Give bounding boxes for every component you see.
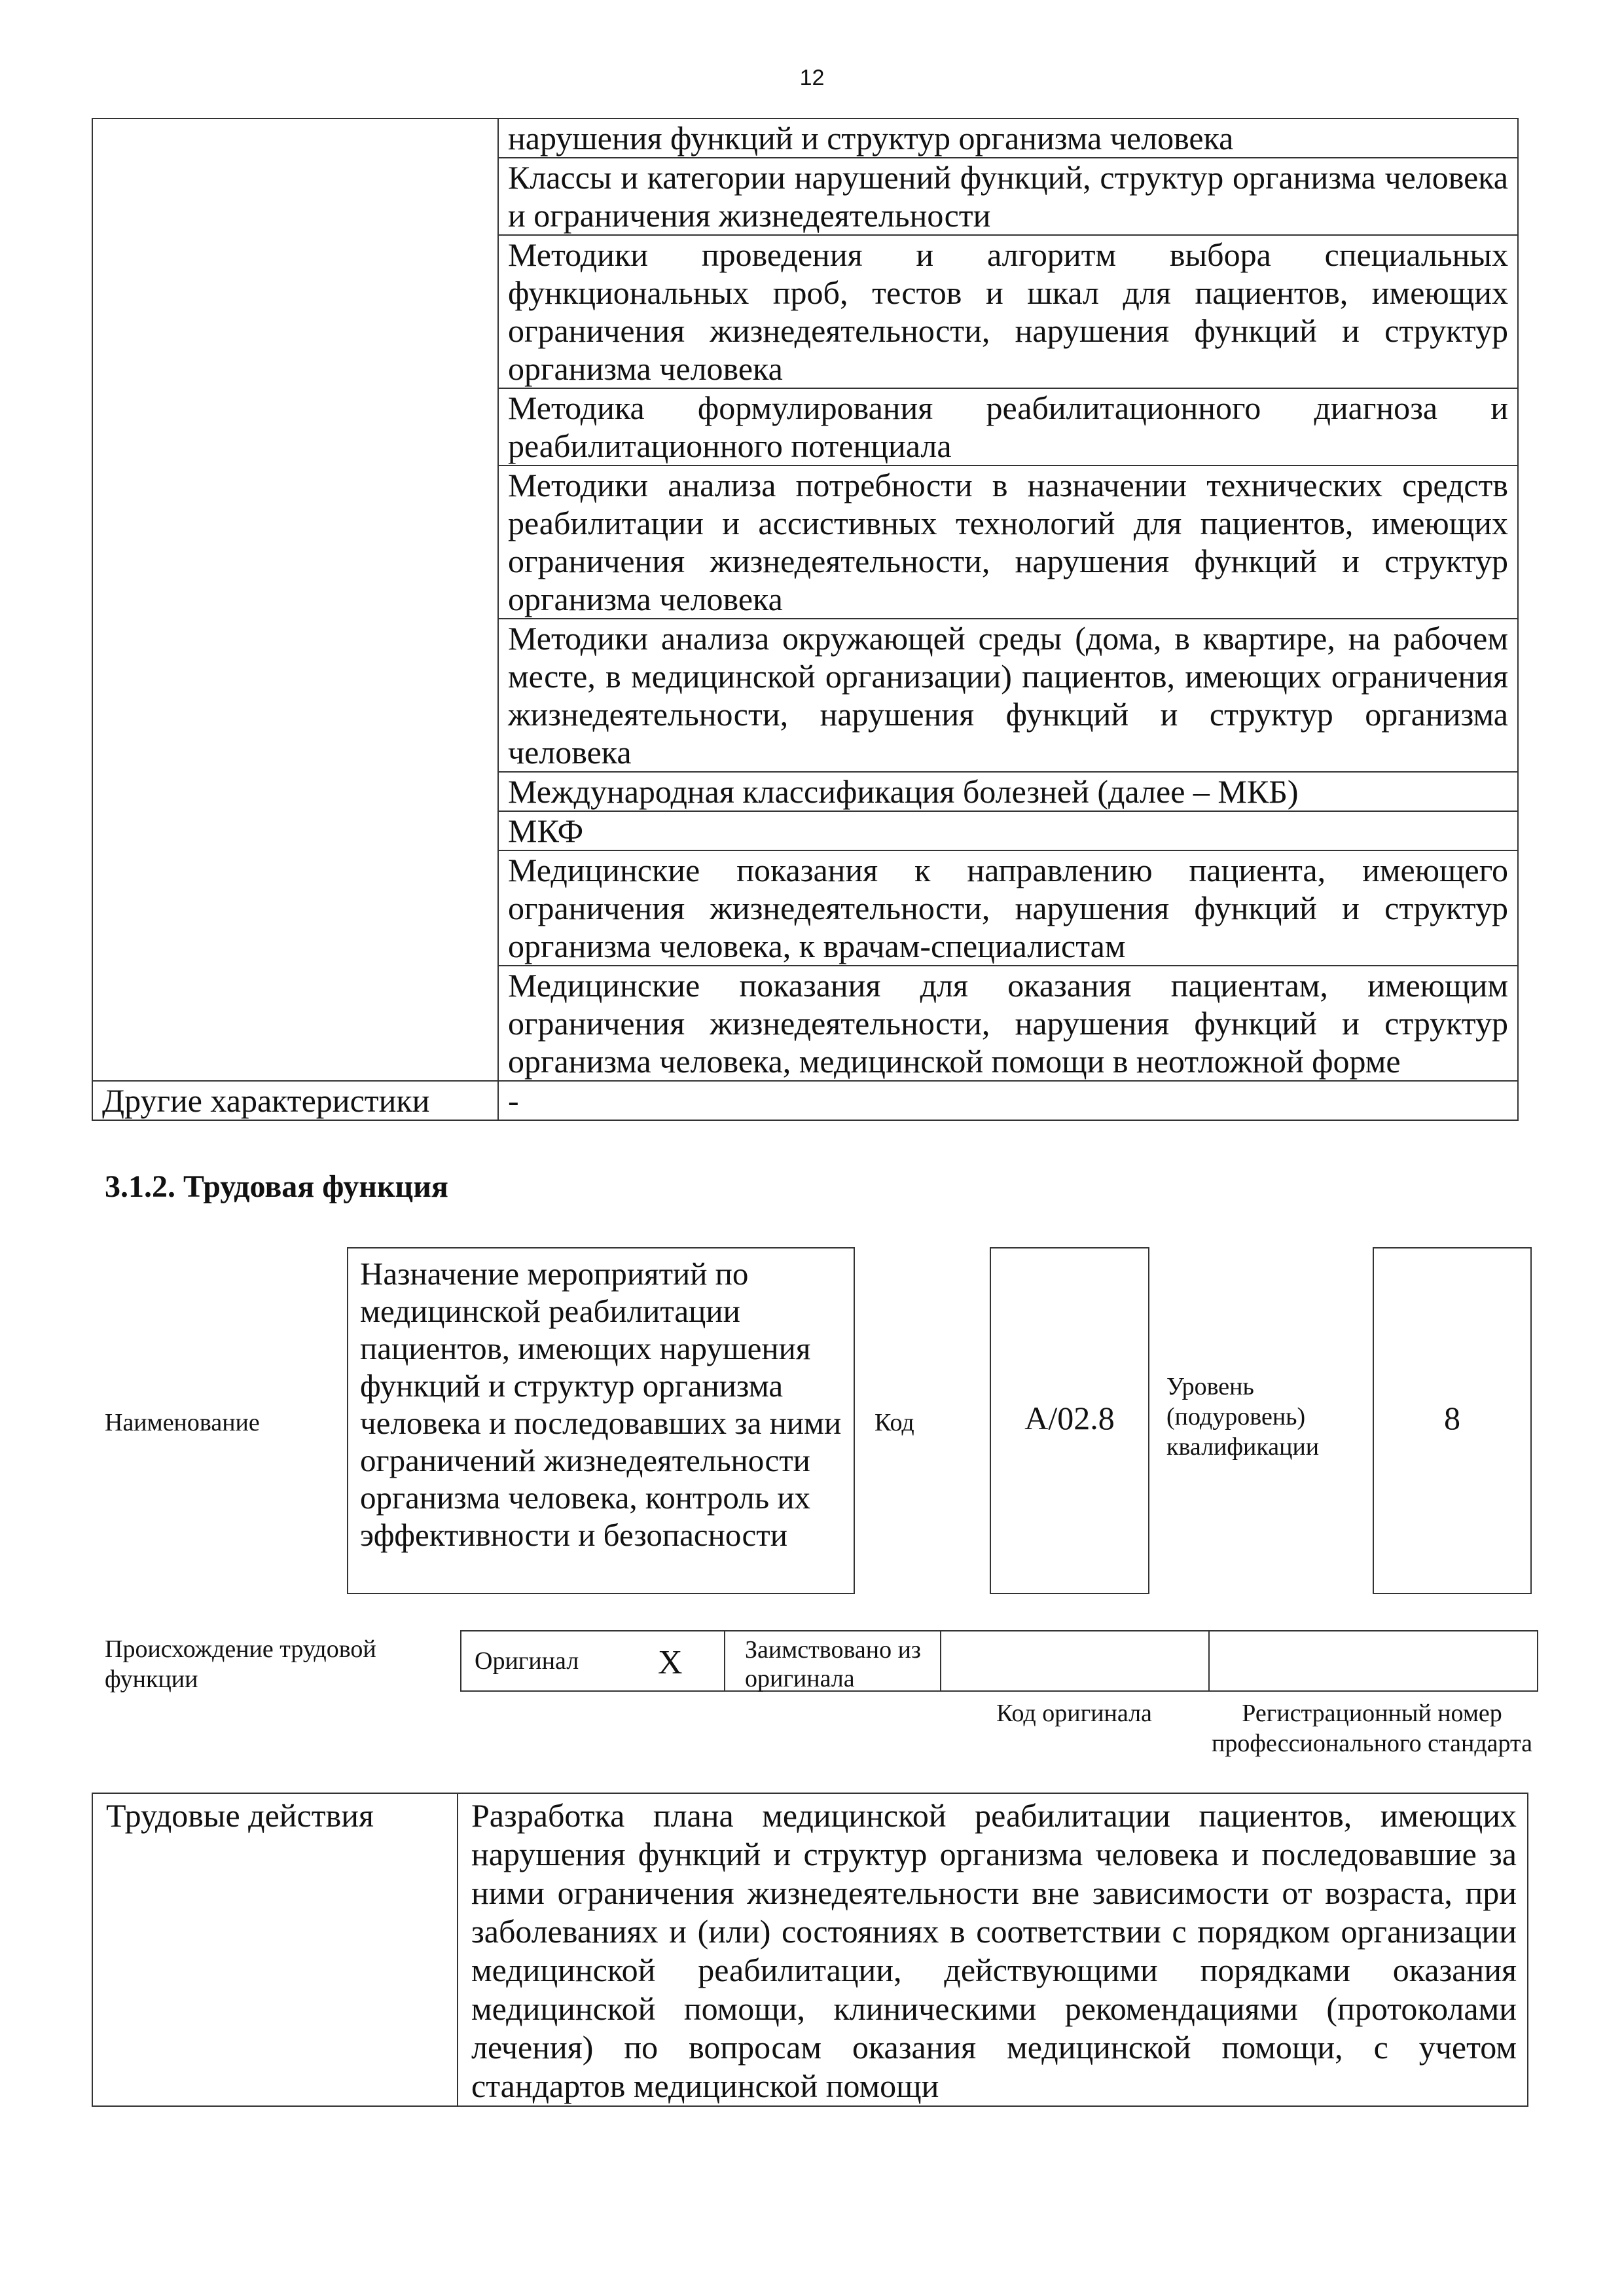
labor-actions-text: Разработка плана медицинской реабилитации пациентов, имеющих нарушения функций и структур организма человека и последовавшие за ними ограничения жизнедеятельности вне зависимости от возраста, при заболеваниях и (или) состояниях в соответствии с порядком организации медицинской реабилитации, действующими порядками оказания медицинской помощи, клиническими рекомендациями (протоколами лечения) по вопросам оказания медицинской помощи, с учетом стандартов медицинской помощи — [458, 1793, 1528, 2106]
function-code-value: A/02.8 — [1024, 1400, 1115, 1436]
knowledge-item: Медицинские показания к направлению пациента, имеющего ограничения жизнедеятельности, нарушения функций и структур организма человека, к врачам-специалистам — [498, 850, 1518, 966]
knowledge-item: нарушения функций и структур организма человека — [498, 118, 1518, 158]
page-number: 12 — [799, 65, 825, 90]
knowledge-label-cell — [92, 118, 498, 1081]
origin-borrowed-cell: Заимствовано из оригинала — [725, 1631, 941, 1690]
other-characteristics-label: Другие характеристики — [92, 1081, 498, 1120]
knowledge-item: Методики анализа потребности в назначении технических средств реабилитации и ассистивных технологий для пациентов, имеющих ограничения жизнедеятельности, нарушения функций и структур организма человека — [498, 465, 1518, 619]
origin-original-mark: X — [658, 1644, 683, 1681]
knowledge-item: Методики проведения и алгоритм выбора специальных функциональных проб, тестов и шкал для пациентов, имеющих ограничения жизнедеятельности, нарушения функций и структур организма человека — [498, 235, 1518, 388]
origin-original-cell — [461, 1631, 725, 1690]
registration-number-caption: Регистрационный номер профессионального стандарта — [1212, 1700, 1532, 1757]
origin-registration-cell — [1210, 1631, 1537, 1690]
section-heading: 3.1.2. Трудовая функция — [105, 1169, 448, 1204]
qualification-level-value: 8 — [1444, 1400, 1460, 1436]
knowledge-table — [92, 118, 1519, 1121]
labor-actions-label: Трудовые действия — [92, 1793, 458, 2106]
code-label: Код — [875, 1409, 914, 1436]
name-label: Наименование — [105, 1409, 260, 1436]
knowledge-item: Международная классификация болезней (далее – МКБ) — [498, 772, 1518, 811]
table-row — [92, 1081, 1518, 1120]
table-row — [92, 1793, 1528, 2106]
function-name-box: Назначение мероприятий по медицинской реабилитации пациентов, имеющих нарушения функций и структур организма человека и последовавших за ними ограничений жизнедеятельности организма человека, контроль их эффективности и безопасности — [347, 1247, 855, 1594]
labor-actions-table — [92, 1793, 1528, 2107]
knowledge-item: Классы и категории нарушений функций, структур организма человека и ограничения жизнедеятельности — [498, 158, 1518, 235]
origin-code-cell — [941, 1631, 1210, 1690]
knowledge-item: МКФ — [498, 811, 1518, 850]
qualification-level-label: Уровень (подуровень) квалификации — [1166, 1373, 1320, 1461]
function-code-box — [990, 1247, 1149, 1594]
other-characteristics-value: - — [498, 1081, 1518, 1120]
origin-label: Происхождение трудовой функции — [105, 1635, 376, 1693]
knowledge-item: Методики анализа окружающей среды (дома, в квартире, на рабочем месте, в медицинской организации) пациентов, имеющих ограничения жизнедеятельности, нарушения функций и структур организма человека — [498, 619, 1518, 772]
qualification-level-box — [1373, 1247, 1532, 1594]
origin-original-label: Оригинал — [475, 1647, 579, 1675]
origin-row — [460, 1630, 1538, 1692]
origin-code-caption: Код оригинала — [996, 1700, 1152, 1727]
table-row — [92, 118, 1518, 158]
knowledge-item: Медицинские показания для оказания пациентам, имеющим ограничения жизнедеятельности, нарушения функций и структур организма человека, медицинской помощи в неотложной форме — [498, 966, 1518, 1081]
knowledge-item: Методика формулирования реабилитационного диагноза и реабилитационного потенциала — [498, 388, 1518, 465]
